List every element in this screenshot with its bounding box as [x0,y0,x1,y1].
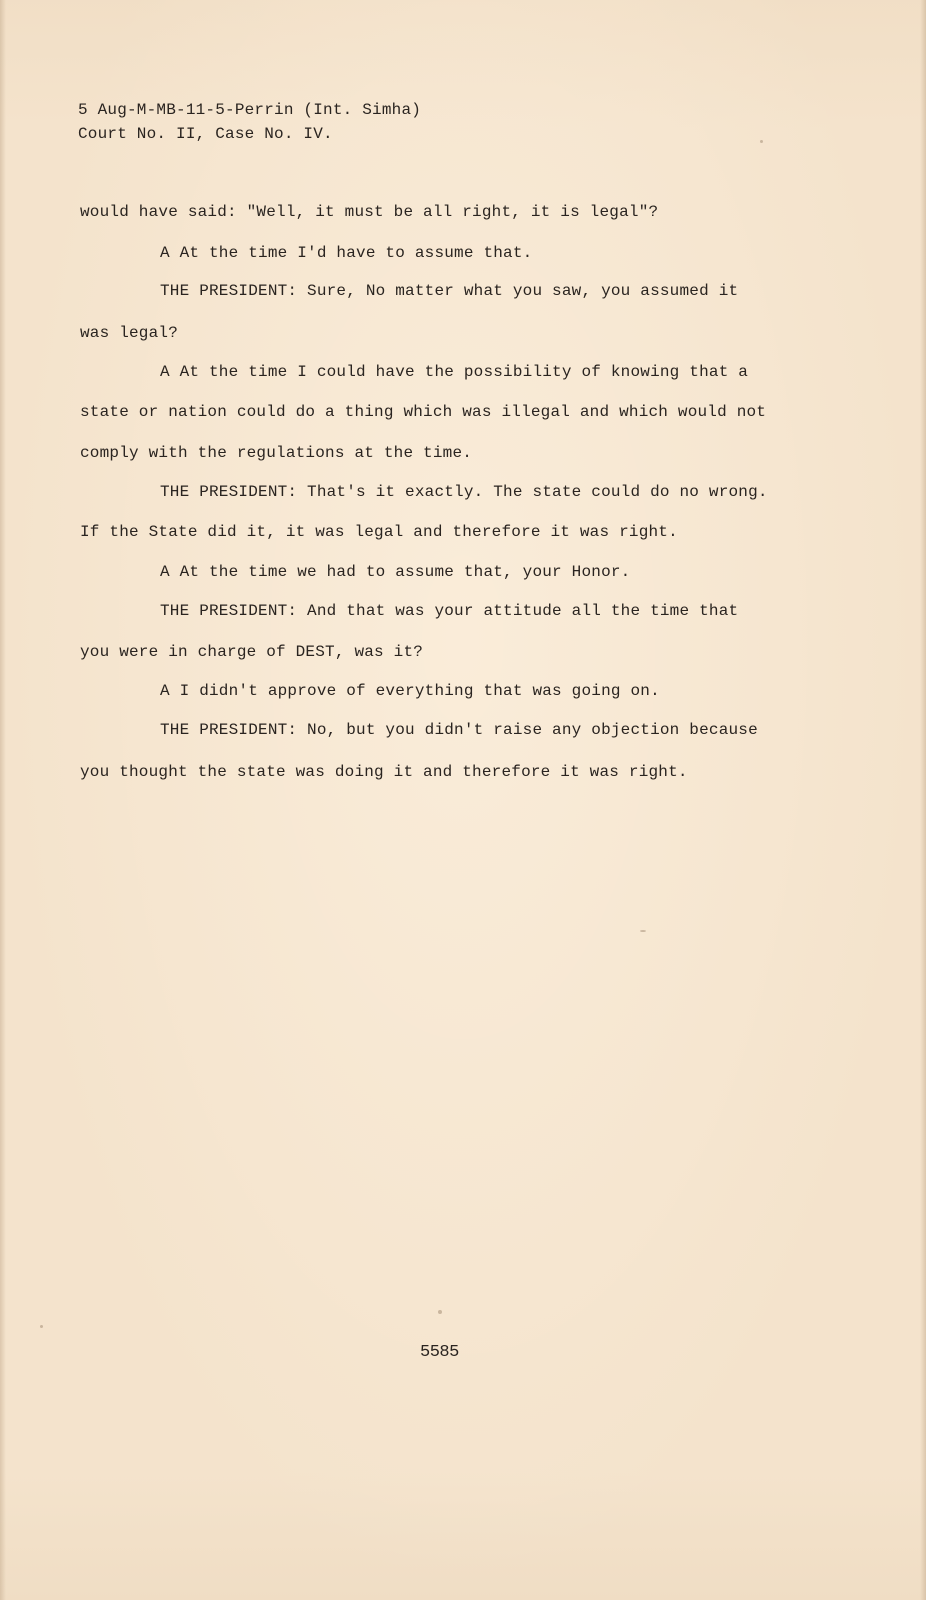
transcript-line: would have said: "Well, it must be all right, it is legal"? [80,203,659,221]
page-right-edge [920,0,926,1600]
transcript-line: you thought the state was doing it and therefore it was right. [80,763,688,781]
transcript-line: A At the time we had to assume that, your Honor. [160,563,631,581]
transcript-line: THE PRESIDENT: No, but you didn't raise any objection because [160,721,758,739]
transcript-line: If the State did it, it was legal and therefore it was right. [80,523,678,541]
transcript-line: THE PRESIDENT: That's it exactly. The state could do no wrong. [160,483,768,501]
paper-speck [760,140,763,143]
transcript-line: A I didn't approve of everything that was going on. [160,682,660,700]
paper-speck [640,930,646,932]
transcript-line: state or nation could do a thing which was illegal and which would not [80,403,767,421]
transcript-line: comply with the regulations at the time. [80,444,473,462]
paper-speck [40,1325,43,1328]
transcript-line: you were in charge of DEST, was it? [80,643,424,661]
page-number: 5585 [420,1343,459,1362]
transcript-line: was legal? [80,324,179,342]
transcript-line: A At the time I could have the possibility of knowing that a [160,363,749,381]
paper-speck [438,1310,442,1314]
header-court-line: Court No. II, Case No. IV. [78,125,333,143]
transcript-line: THE PRESIDENT: And that was your attitude all the time that [160,602,739,620]
transcript-line: A At the time I'd have to assume that. [160,244,533,262]
transcript-line: THE PRESIDENT: Sure, No matter what you saw, you assumed it [160,282,739,300]
header-session-line: 5 Aug-M-MB-11-5-Perrin (Int. Simha) [78,101,422,119]
page-left-edge [0,0,6,1600]
